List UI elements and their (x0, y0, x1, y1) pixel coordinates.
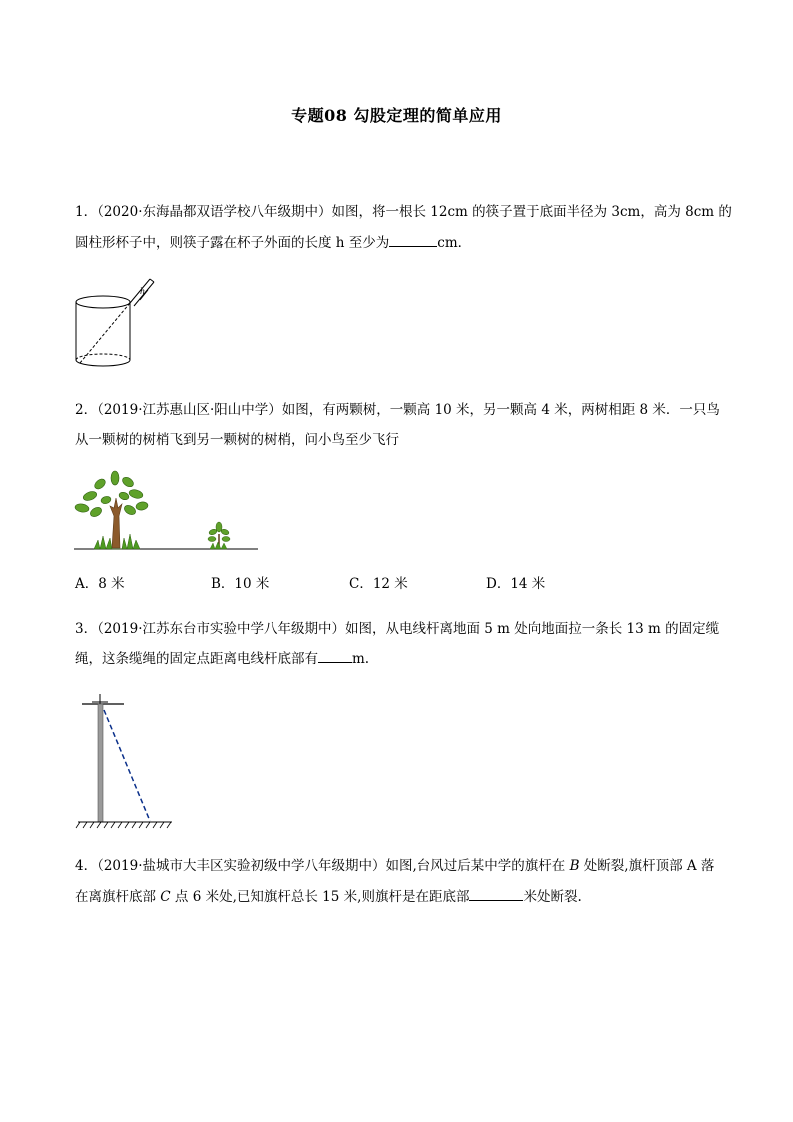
utility-pole-figure (72, 692, 176, 830)
two-trees-figure (70, 468, 262, 556)
chopstick-tip (150, 279, 154, 282)
q4-line1 (75, 856, 714, 876)
q4-line2 (75, 887, 582, 907)
q3-unit: m. (352, 651, 370, 667)
q1-answer-blank (389, 233, 437, 247)
cup-chopstick-figure (70, 272, 170, 372)
q4-point-c: C (160, 889, 171, 905)
q2-option-c[interactable]: C．12 米 (349, 576, 408, 592)
h-label: h (140, 287, 146, 296)
q4-answer-blank (469, 887, 523, 901)
q2-line1: 2．（2019·江苏惠山区·阳山中学）如图，有两颗树，一颗高 10 米，另一颗高 4 米，两树相距 8 米．一只鸟 (75, 402, 720, 418)
q2-option-b[interactable]: B．10 米 (211, 576, 270, 592)
q3-text: 绳，这条缆绳的固定点距离电线杆底部有 (75, 651, 318, 667)
q3-line1: 3．（2019·江苏东台市实验中学八年级期中）如图，从电线杆离地面 5 m 处向地面拉一条长 13 m 的固定缆 (75, 621, 720, 637)
q4-point-b: B (569, 858, 580, 874)
q4-text-e: 点 6 米处,已知旗杆总长 15 米,则旗杆是在距底部 (170, 889, 470, 905)
q4-text-c: 处断裂,旗杆顶部 A 落 (579, 858, 715, 874)
q4-text-a: 4．（2019·盐城市大丰区实验初级中学八年级期中）如图,台风过后某中学的旗杆在 (75, 858, 570, 874)
q3-line2 (75, 649, 369, 669)
q1-text: 圆柱形杯子中，则筷子露在杯子外面的长度 h 至少为 (75, 235, 390, 251)
small-grass (210, 542, 227, 549)
q1-line2 (75, 233, 471, 253)
q4-text-f: 米处断裂. (523, 889, 582, 905)
ground-hatch (76, 822, 171, 828)
big-tree-leaves (74, 471, 148, 518)
big-tree-trunk (110, 498, 122, 548)
cup-bottom-back (76, 354, 130, 360)
page-title: 专题08 勾股定理的简单应用 (291, 106, 502, 125)
q1-unit: cm． (437, 235, 472, 251)
q4-text-d: 在离旗杆底部 (75, 889, 161, 905)
q2-line2: 从一颗树的树梢飞到另一颗树的树梢，问小鸟至少飞行 (75, 432, 399, 448)
q3-answer-blank (318, 649, 352, 663)
pole-body (98, 704, 103, 822)
cup-top-ellipse (76, 296, 130, 308)
q2-option-d[interactable]: D．14 米 (486, 576, 546, 592)
q1-line1: 1．（2020·东海晶都双语学校八年级期中）如图，将一根长 12cm 的筷子置于底面半径为 3cm，高为 8cm 的 (75, 204, 732, 220)
cup-bottom-front (76, 360, 130, 366)
q2-option-a[interactable]: A．8 米 (75, 576, 125, 592)
cable-dashed (104, 710, 150, 821)
